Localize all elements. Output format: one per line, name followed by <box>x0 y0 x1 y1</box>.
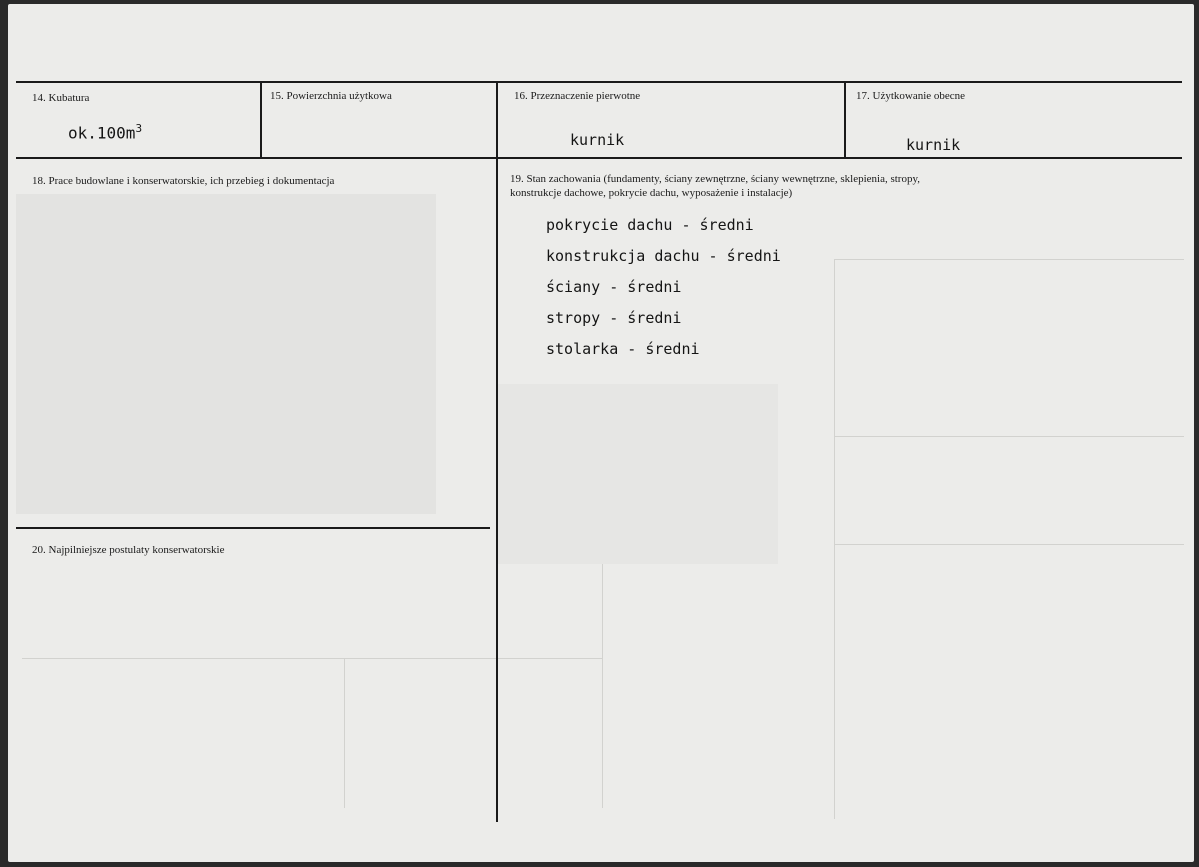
row-divider-top <box>16 81 1182 83</box>
condition-list <box>546 210 781 365</box>
col-divider-a <box>260 81 262 159</box>
field-value-kubatura <box>68 122 142 142</box>
reverse-line <box>834 259 1184 260</box>
condition-item: pokrycie dachu - średni <box>546 216 754 234</box>
reverse-line <box>834 259 835 819</box>
reverse-photo-ghost <box>16 194 436 514</box>
field-label-postulaty: 20. Najpilniejsze postulaty konserwatorskie <box>32 544 225 556</box>
row-divider-2 <box>16 527 490 529</box>
col-divider-b <box>496 81 498 822</box>
field-label-stan-line1: 19. Stan zachowania (fundamenty, ściany zewnętrzne, ściany wewnętrzne, sklepienia, stropy, <box>510 173 921 185</box>
row-divider-1 <box>16 157 1182 159</box>
reverse-line <box>22 658 602 659</box>
field-value-uzytkowanie: kurnik <box>906 136 961 154</box>
col-divider-c <box>844 81 846 159</box>
condition-item: stolarka - średni <box>546 340 700 358</box>
reverse-line <box>344 658 345 808</box>
reverse-photo-ghost-2 <box>498 384 778 564</box>
field-label-uzytkowanie: 17. Użytkowanie obecne <box>856 90 966 102</box>
condition-item: konstrukcja dachu - średni <box>546 247 781 265</box>
kubatura-exponent: 3 <box>135 122 143 135</box>
field-label-przeznaczenie: 16. Przeznaczenie pierwotne <box>514 90 641 102</box>
condition-item: stropy - średni <box>546 309 682 327</box>
field-value-przeznaczenie: kurnik <box>570 131 625 149</box>
record-card <box>8 4 1194 862</box>
reverse-line <box>602 564 603 808</box>
kubatura-number: ok.100m <box>68 123 136 143</box>
field-label-powierzchnia: 15. Powierzchnia użytkowa <box>270 90 392 102</box>
reverse-line <box>834 544 1184 545</box>
reverse-line <box>834 436 1184 437</box>
field-label-stan-line2: konstrukcje dachowe, pokrycie dachu, wyposażenie i instalacje) <box>510 187 793 199</box>
field-label-kubatura: 14. Kubatura <box>32 92 90 104</box>
condition-item: ściany - średni <box>546 278 682 296</box>
field-label-prace: 18. Prace budowlane i konserwatorskie, ich przebieg i dokumentacja <box>32 175 335 187</box>
